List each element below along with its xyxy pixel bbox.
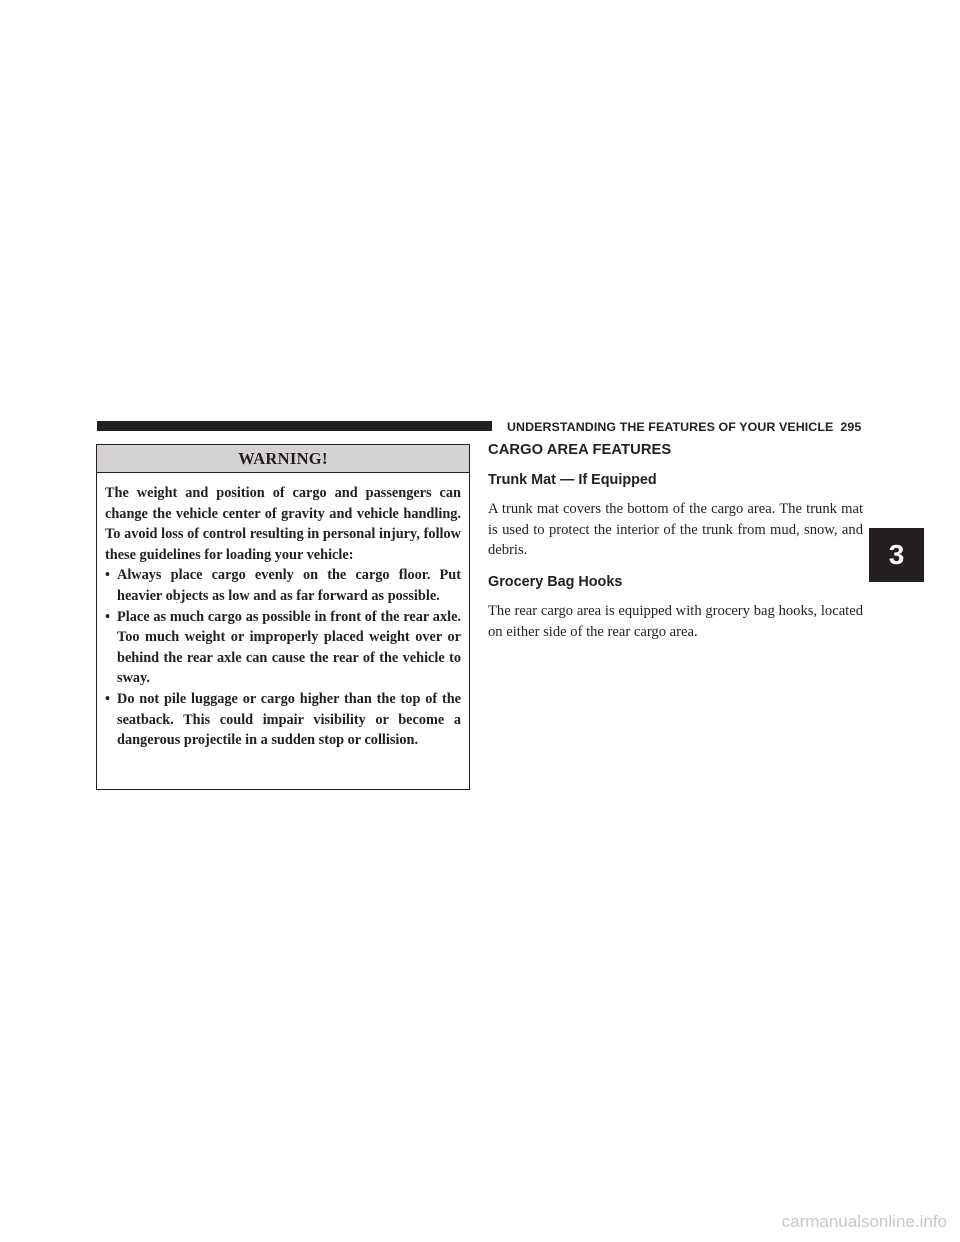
list-item-text: Place as much cargo as possible in front of the rear axle. Too much weight or improperly placed weight over or behind the rear axle can cause the rear of the vehicle to sway. (117, 608, 461, 687)
page-number: 295 (840, 420, 862, 434)
cargo-section (488, 440, 863, 643)
warning-body (97, 473, 469, 751)
trunk-mat-title: Trunk Mat — If Equipped (488, 472, 657, 488)
list-item (105, 607, 461, 689)
warning-list (105, 565, 461, 750)
list-item (105, 565, 461, 606)
warning-intro: The weight and position of cargo and passengers can change the vehicle center of gravity and vehicle handling. To avoid loss of control resulting in personal injury, follow these guidelines for loading your vehicle: (105, 485, 461, 563)
header-rule (97, 421, 492, 431)
warning-box (96, 444, 470, 790)
bullet-icon: • (105, 690, 111, 707)
warning-title: WARNING! (97, 445, 469, 473)
trunk-mat-text: A trunk mat covers the bottom of the cargo area. The trunk mat is used to protect the interior of the trunk from mud, snow, and debris. (488, 501, 863, 559)
chapter-tab: 3 (869, 528, 924, 582)
header-title: UNDERSTANDING THE FEATURES OF YOUR VEHICLE (507, 420, 834, 434)
bullet-icon: • (105, 567, 111, 584)
running-header (507, 418, 861, 436)
list-item-text: Always place cargo evenly on the cargo floor. Put heavier objects as low and as far forward as possible. (117, 567, 461, 604)
grocery-hooks-title: Grocery Bag Hooks (488, 574, 623, 591)
list-item-text: Do not pile luggage or cargo higher than the top of the seatback. This could impair visibility or become a dangerous projectile in a sudden stop or collision. (117, 690, 461, 749)
section-title: CARGO AREA FEATURES (488, 442, 672, 458)
bullet-icon: • (105, 608, 111, 625)
watermark: carmanualsonline.info (781, 1212, 947, 1231)
list-item (105, 689, 461, 751)
grocery-hooks-text: The rear cargo area is equipped with grocery bag hooks, located on either side of the rear cargo area. (488, 603, 863, 640)
